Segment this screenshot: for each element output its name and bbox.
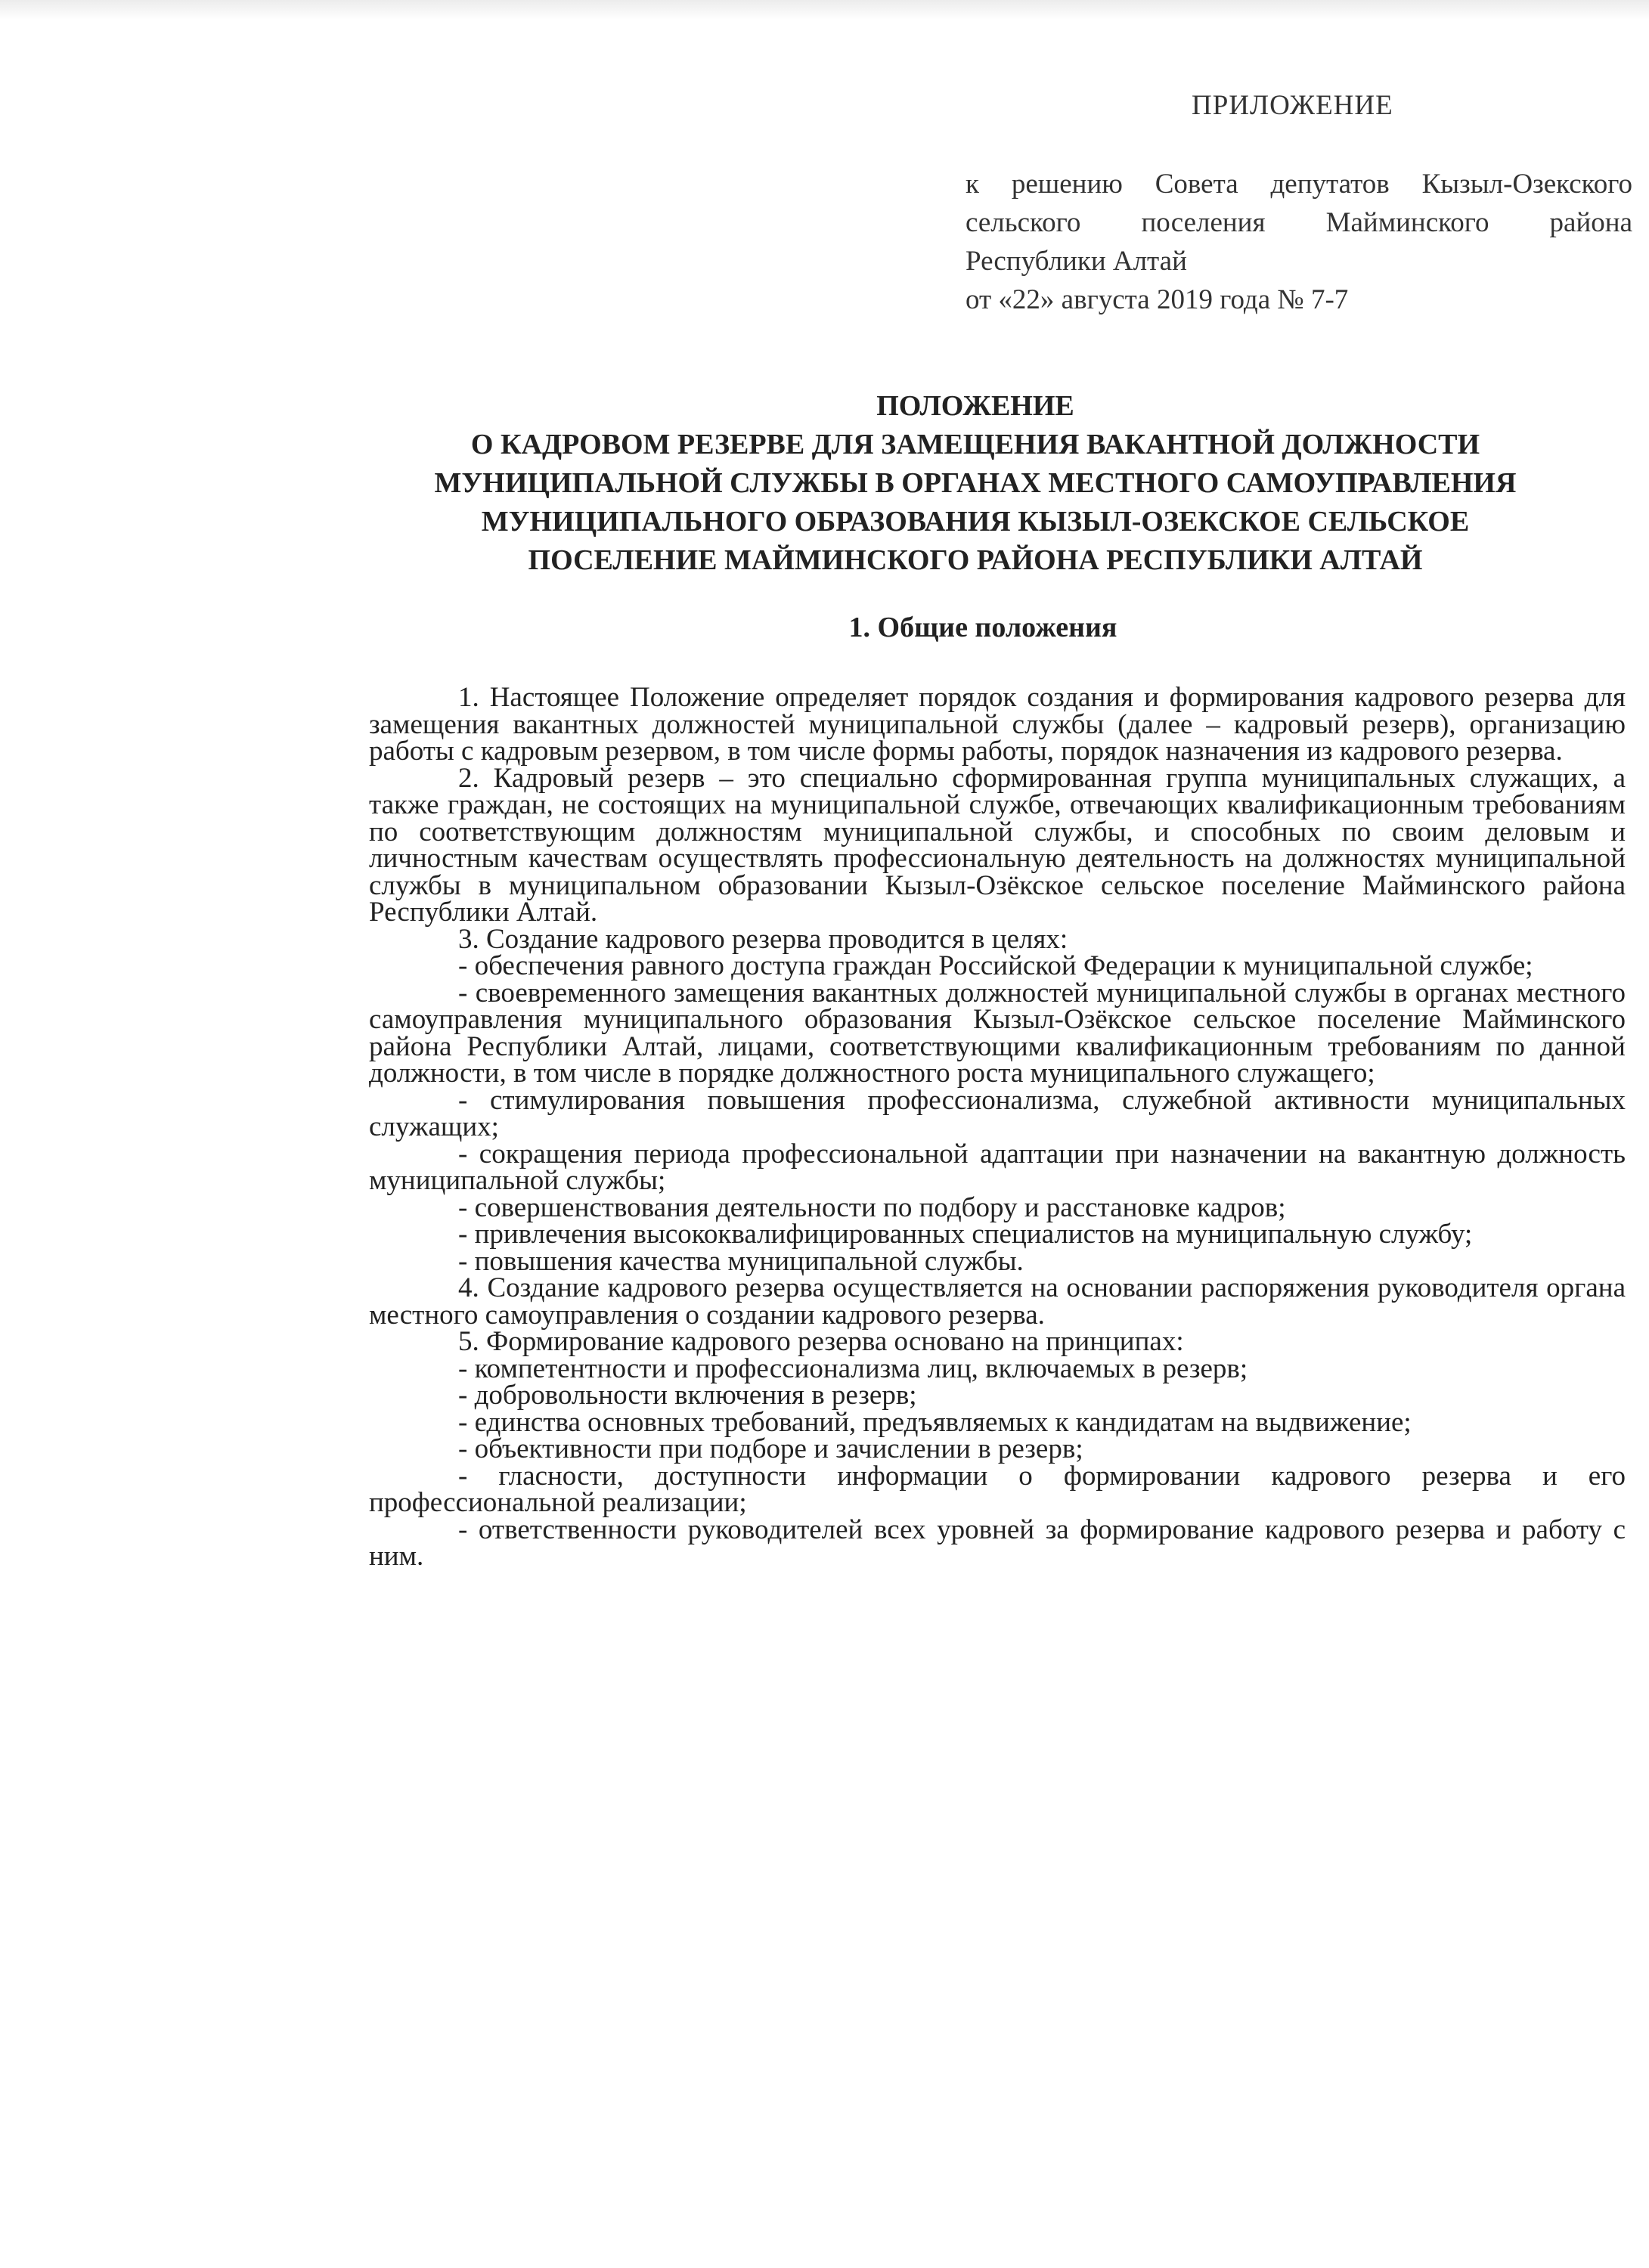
title-line2: О КАДРОВОМ РЕЗЕРВЕ ДЛЯ ЗАМЕЩЕНИЯ ВАКАНТНОЙ ДОЛЖНОСТИ [470, 429, 1480, 460]
appendix-title: ПРИЛОЖЕНИЕ [1192, 90, 1393, 121]
list-item: - своевременного замещения вакантных должностей муниципальной службы в органах местного самоуправления муниципального образования Кызыл-Озёкское сельское поселение Майминского района Республики Алтай, лицами, соответствующими квалификационным требованиям по данной должности, в том числе в порядке должностного роста муниципального служащего; [369, 977, 1626, 1089]
list-item: - компетентности и профессионализма лиц, включаемых в резерв; [458, 1352, 1248, 1384]
list-item: - сокращения периода профессиональной адаптации при назначении на вакантную должность муниципальной службы; [369, 1138, 1626, 1196]
appendix-ref-line4: от «22» августа 2019 года № 7-7 [966, 284, 1349, 315]
list-item: - добровольности включения в резерв; [458, 1380, 917, 1411]
list-item: - совершенствования деятельности по подбору и расстановке кадров; [458, 1191, 1286, 1223]
paragraph: 4. Создание кадрового резерва осуществляется на основании распоряжения руководителя органа местного самоуправления о создании кадрового резерва. [369, 1272, 1626, 1331]
scan-edge [0, 0, 1649, 20]
appendix-ref-line2: сельского поселения Майминского района [966, 207, 1632, 238]
paragraph: 2. Кадровый резерв – это специально сформированная группа муниципальных служащих, а также граждан, не состоящих на муниципальной службе, отвечающих квалификационным требованиям по соответствующим должностям муниципальной службы, и способных по своим деловым и личностным качествам осуществлять профессиональную деятельность на должностях муниципальной службы в муниципальном образовании Кызыл-Озёкское сельское поселение Майминского района Республики Алтай. [369, 762, 1626, 928]
appendix-ref-line3: Республики Алтай [966, 246, 1187, 277]
list-item: - гласности, доступности информации о формировании кадрового резерва и его профессиональной реализации; [369, 1460, 1626, 1518]
list-item: - единства основных требований, предъявляемых к кандидатам на выдвижение; [458, 1406, 1412, 1438]
list-item: - ответственности руководителей всех уровней за формирование кадрового резерва и работу с ним. [369, 1514, 1626, 1572]
appendix-reference [966, 165, 1632, 319]
list-item: - привлечения высококвалифицированных специалистов на муниципальную службу; [458, 1219, 1473, 1250]
section-heading: 1. Общие положения [848, 612, 1117, 643]
title-line5: ПОСЕЛЕНИЕ МАЙМИНСКОГО РАЙОНА РЕСПУБЛИКИ АЛТАЙ [528, 544, 1423, 576]
paragraph: 3. Создание кадрового резерва проводится в целях: [458, 923, 1068, 955]
paragraph: 1. Настоящее Положение определяет порядок создания и формирования кадрового резерва для замещения вакантных должностей муниципальной службы (далее – кадровый резерв), организацию работы с кадровым резервом, в том числе формы работы, порядок назначения из кадрового резерва. [369, 682, 1626, 767]
title-line4: МУНИЦИПАЛЬНОГО ОБРАЗОВАНИЯ КЫЗЫЛ-ОЗЕКСКОЕ СЕЛЬСКОЕ [481, 506, 1470, 538]
list-item: - повышения качества муниципальной службы. [458, 1245, 1024, 1277]
list-item: - обеспечения равного доступа граждан Российской Федерации к муниципальной службе; [458, 950, 1533, 981]
list-item: - объективности при подборе и зачислении в резерв; [458, 1433, 1083, 1464]
list-item: - стимулирования повышения профессионализма, служебной активности муниципальных служащих; [369, 1084, 1626, 1142]
section-body [369, 684, 1626, 1570]
title-line1: ПОЛОЖЕНИЕ [876, 390, 1074, 422]
appendix-ref-line1: к решению Совета депутатов Кызыл-Озекского [966, 169, 1632, 200]
paragraph: 5. Формирование кадрового резерва основано на принципах: [458, 1326, 1184, 1357]
title-line3: МУНИЦИПАЛЬНОЙ СЛУЖБЫ В ОРГАНАХ МЕСТНОГО САМОУПРАВЛЕНИЯ [434, 467, 1517, 499]
document-title [318, 387, 1633, 580]
